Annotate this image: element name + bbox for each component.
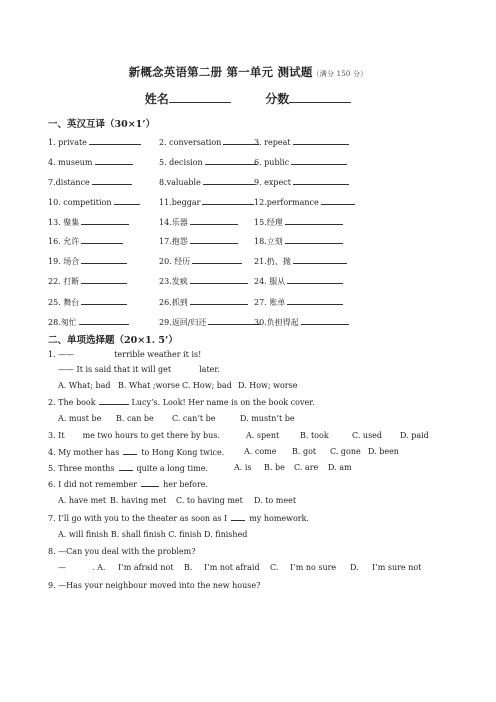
vocab-prompt: 10. competition	[48, 198, 112, 207]
vocab-item	[159, 216, 238, 228]
vocab-prompt: 27. 账单	[254, 298, 286, 307]
vocab-prompt: 20. 经历	[159, 257, 191, 266]
option[interactable]: I’m not afraid	[204, 563, 260, 572]
document-title	[0, 64, 496, 80]
answer-blank[interactable]	[192, 255, 242, 264]
vocab-item	[254, 235, 343, 247]
vocab-prompt: 3. repeat	[254, 138, 291, 147]
vocab-item	[254, 216, 343, 228]
answer-blank[interactable]	[293, 136, 349, 145]
vocab-prompt: 26.抓到	[159, 298, 188, 307]
question-8: 8. —Can you deal with the problem?	[48, 547, 196, 556]
answer-blank[interactable]	[205, 156, 257, 165]
vocab-prompt: 13. 聚集	[48, 218, 80, 227]
option[interactable]: C. How; bad	[182, 381, 232, 390]
vocab-item	[159, 296, 248, 308]
question-7-options[interactable]: A. will finish B. shall finish C. finish D. finished	[58, 530, 248, 539]
question-1: 1. —— terrible weather it is!	[48, 350, 202, 359]
score-label: 分数	[265, 92, 290, 106]
vocab-item	[254, 316, 349, 328]
vocab-item	[48, 156, 133, 168]
answer-blank[interactable]	[95, 156, 133, 165]
title-text: 新概念英语第二册 第一单元 测试题	[128, 65, 313, 79]
vocab-item	[254, 255, 347, 267]
answer-blank[interactable]	[79, 316, 129, 325]
vocab-item	[48, 235, 123, 247]
vocab-prompt: 18.立刻	[254, 237, 283, 246]
question-2: 2. The book Lucy’s. Look! Her name is on the book cover.	[48, 398, 315, 407]
title-note: （满分 150 分）	[312, 70, 368, 78]
vocab-prompt: 15.经理	[254, 218, 283, 227]
vocab-prompt: 22. 打断	[48, 277, 80, 286]
vocab-item	[254, 156, 347, 168]
answer-blank[interactable]	[190, 216, 238, 225]
option[interactable]: D. How; worse	[238, 381, 298, 390]
answer-blank[interactable]	[81, 296, 127, 305]
vocab-prompt: 25. 舞台	[48, 298, 80, 307]
option[interactable]: B. took	[300, 431, 329, 440]
answer-blank[interactable]	[285, 235, 343, 244]
vocab-item	[48, 136, 141, 148]
answer-blank[interactable]	[301, 316, 349, 325]
answer-blank[interactable]	[81, 216, 129, 225]
option[interactable]: B. be	[264, 463, 285, 472]
vocab-prompt: 5. decision	[159, 158, 203, 167]
score-blank[interactable]	[289, 90, 351, 103]
option[interactable]: A. What; bad	[58, 381, 111, 390]
vocab-prompt: 24. 服从	[254, 277, 286, 286]
answer-blank[interactable]	[291, 156, 347, 165]
vocab-prompt: 23.发疯	[159, 277, 188, 286]
name-label: 姓名	[144, 92, 169, 106]
vocab-item	[159, 156, 257, 168]
vocab-item	[159, 196, 254, 208]
option[interactable]: D. am	[328, 463, 352, 472]
answer-blank[interactable]	[321, 196, 355, 205]
answer-blank[interactable]	[203, 176, 255, 185]
answer-blank[interactable]	[114, 196, 140, 205]
option[interactable]: D. paid	[400, 431, 429, 440]
vocab-prompt: 9. expect	[254, 178, 291, 187]
vocab-prompt: 19. 场合	[48, 257, 80, 266]
vocab-prompt: 2. conversation	[159, 138, 222, 147]
vocab-item	[48, 316, 129, 328]
vocab-prompt: 8.valuable	[159, 178, 201, 187]
vocab-item	[48, 296, 127, 308]
option[interactable]: B. got	[292, 447, 317, 456]
vocab-item	[159, 316, 260, 328]
test-page: 新概念英语第二册 第一单元 测试题（满分 150 分） 姓名 分数 一、英汉互译（30×1’） 1. private 2. conversation 3. repeat 4. museum 5. decision 6. public 7.distance 8.valuable 9. expect 10. competition 11.beggar 12.performance 13. 聚集 14.乐器 15.经理 16. 允许 17.抱怨 18.立刻 19. 场合 20. 经历 21.扔、抛 22. 打断 23.发疯 24. 服从 25. 舞台 26.抓到 27. 账单 28.匆忙 29.返回/归还 30.负担得起 二、单项选择题（20×1. 5’） 1. —— terrible weather it is! —— It is said that it will get later. A. What; bad B. What ;worse C. How; bad D. How; worse 2. The book Lucy’s. Look! Her name is on the book cover. A. must be B. can be C. can’t be D. mustn’t be 3. It me two hours to get there by bus. A. spent B. took C. used D. paid 4. My mother has to Hong Kong twice. A. come B. got C. gone D. been 5. Three months quite a long time. A. is B. be C. are D. am 6. I did not remember her before. A. have met B. having met C. to having met D. to meet 7. I’ll go with you to the theater as soon as I my homework. A. will finish B. shall finish C. finish D. finished 8. —Can you deal with the problem? — . A. I’m afraid not B. I’m not afraid C. I’m no sure D. I’m sure not 9. —Has your neighbour moved into the new house?	[0, 0, 496, 702]
answer-blank[interactable]	[81, 255, 127, 264]
answer-blank[interactable]	[293, 176, 349, 185]
option[interactable]: B. can be	[116, 414, 154, 423]
vocab-item	[159, 255, 242, 267]
option[interactable]: D. mustn’t be	[240, 414, 295, 423]
option[interactable]: I’m no sure	[290, 563, 337, 572]
answer-blank[interactable]	[190, 296, 248, 305]
section1-heading: 一、英汉互译（30×1’）	[48, 119, 156, 130]
option[interactable]: A. must be	[58, 414, 102, 423]
answer-blank[interactable]	[202, 196, 254, 205]
name-score-row	[0, 90, 496, 107]
question-9: 9. —Has your neighbour moved into the new house?	[48, 581, 261, 590]
vocab-prompt: 28.匆忙	[48, 318, 77, 327]
option[interactable]: C. can’t be	[172, 414, 216, 423]
vocab-prompt: 6. public	[254, 158, 290, 167]
option[interactable]: I’m afraid not	[118, 563, 174, 572]
vocab-prompt: 1. private	[48, 138, 87, 147]
option[interactable]: B. What ;worse	[118, 381, 180, 390]
answer-blank[interactable]	[285, 216, 343, 225]
answer-blank[interactable]	[190, 235, 238, 244]
vocab-item	[159, 275, 248, 287]
name-blank[interactable]	[169, 90, 231, 103]
option[interactable]: C. to having met	[176, 496, 243, 505]
answer-blank[interactable]	[208, 316, 260, 325]
answer-blank[interactable]	[81, 235, 123, 244]
vocab-prompt: 21.扔、抛	[254, 257, 291, 266]
vocab-prompt: 12.performance	[254, 198, 319, 207]
question-1-reply: —— It is said that it will get later.	[58, 365, 220, 374]
option[interactable]: A. come	[244, 447, 277, 456]
option[interactable]: C. are	[294, 463, 319, 472]
vocab-prompt: 11.beggar	[159, 198, 201, 207]
option[interactable]: A. is	[234, 463, 252, 472]
question-7: 7. I’ll go with you to the theater as soon as I my homework.	[48, 514, 310, 523]
answer-blank[interactable]	[190, 275, 248, 284]
answer-blank[interactable]	[287, 275, 343, 284]
vocab-item	[254, 136, 349, 148]
vocab-prompt: 17.抱怨	[159, 237, 188, 246]
answer-blank[interactable]	[92, 176, 132, 185]
vocab-item	[48, 196, 140, 208]
answer-blank[interactable]	[81, 275, 127, 284]
answer-blank[interactable]	[89, 136, 141, 145]
vocab-item	[254, 196, 355, 208]
option[interactable]: I’m sure not	[372, 563, 422, 572]
vocab-prompt: 4. museum	[48, 158, 93, 167]
option[interactable]: D. been	[368, 447, 399, 456]
vocab-prompt: 29.返回/归还	[159, 318, 207, 327]
option[interactable]: D. to meet	[254, 496, 297, 505]
vocab-item	[48, 176, 132, 188]
vocab-item	[48, 216, 129, 228]
vocab-item	[159, 136, 259, 148]
vocab-prompt: 30.负担得起	[254, 318, 299, 327]
vocab-prompt: 16. 允许	[48, 237, 80, 246]
answer-blank[interactable]	[287, 296, 343, 305]
vocab-item	[159, 176, 255, 188]
vocab-item	[159, 235, 238, 247]
option[interactable]: A. have met	[58, 496, 107, 505]
vocab-item	[48, 275, 127, 287]
option[interactable]: C. gone	[330, 447, 361, 456]
vocab-item	[254, 296, 343, 308]
vocab-item	[254, 275, 343, 287]
vocab-item	[48, 255, 127, 267]
vocab-item	[254, 176, 349, 188]
section2-heading: 二、单项选择题（20×1. 5’）	[48, 335, 178, 346]
option[interactable]: C. used	[352, 431, 383, 440]
option[interactable]: B. having met	[110, 496, 167, 505]
option[interactable]: A. spent	[246, 431, 280, 440]
question-6: 6. I did not remember her before.	[48, 480, 209, 489]
vocab-prompt: 14.乐器	[159, 218, 188, 227]
answer-blank[interactable]	[293, 255, 347, 264]
vocab-prompt: 7.distance	[48, 178, 90, 187]
